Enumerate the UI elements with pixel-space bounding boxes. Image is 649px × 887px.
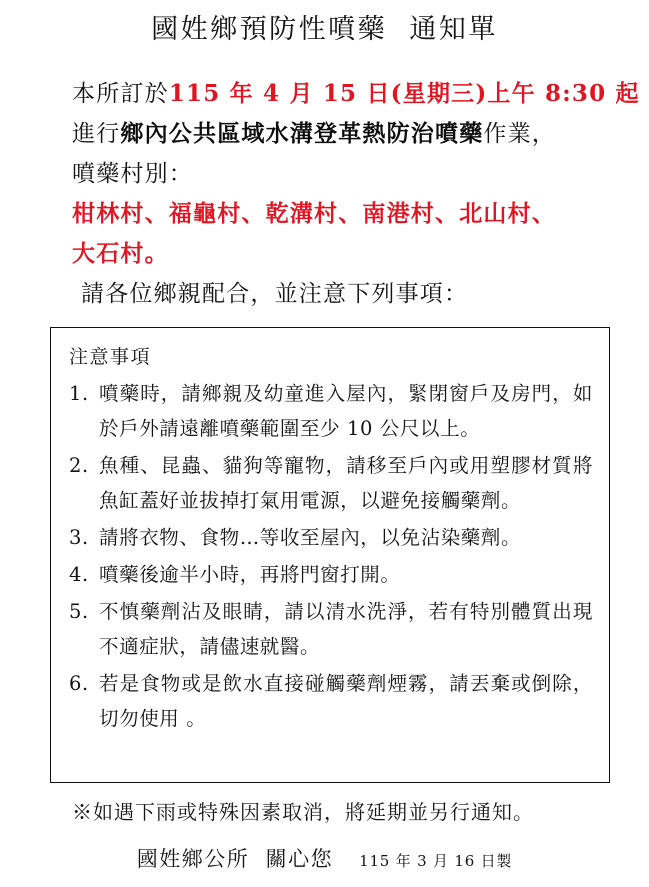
list-item-number: 5.: [69, 600, 89, 623]
activity-suffix-text: 作業，: [483, 121, 557, 147]
list-item: [67, 376, 593, 446]
list-item-text: 請將衣物、食物…等收至屋內，以免沾染藥劑。: [99, 526, 522, 549]
list-item-text: 魚種、昆蟲、貓狗等寵物，請移至戶內或用塑膠材質將魚缸蓋好並拔掉打氣用電源，以避免接觸藥劑。: [99, 454, 593, 512]
list-item-number: 6.: [69, 672, 89, 695]
list-item: [67, 448, 593, 518]
precautions-heading: 注意事項: [69, 346, 152, 368]
activity-emphasis-text: 鄉內公共區域水溝登革熱防治噴藥: [120, 120, 484, 147]
list-item: [67, 666, 593, 736]
cooperation-request: 請各位鄉親配合，並注意下列事項：: [81, 281, 469, 307]
intro-prefix-text: 本所訂於: [72, 81, 169, 107]
village-label: 噴藥村別：: [72, 161, 193, 187]
issuing-office: 國姓鄉公所 關心您: [136, 847, 334, 871]
intro-line-schedule: [72, 74, 640, 114]
list-item-text: 不慎藥劑沾及眼睛，請以清水洗淨，若有特別體質出現不適症狀，請儘速就醫。: [99, 600, 593, 658]
intro-line-activity: [72, 114, 602, 154]
precautions-box: [50, 327, 610, 783]
list-item-number: 1.: [69, 382, 89, 405]
list-item-number: 3.: [69, 526, 89, 549]
list-item-text: 噴藥後逾半小時，再將門窗打開。: [99, 563, 401, 586]
list-item: [67, 520, 593, 555]
page-title: 國姓鄉預防性噴藥 通知單: [151, 14, 498, 45]
precautions-list: [67, 376, 593, 736]
list-item-text: 若是食物或是飲水直接碰觸藥劑煙霧，請丟棄或倒除，切勿使用 。: [99, 672, 593, 730]
list-item-number: 2.: [69, 454, 89, 477]
village-list-line-2: 大石村。: [72, 240, 169, 267]
print-date: 115 年 3 月 16 日製: [359, 852, 513, 870]
list-item-text: 噴藥時，請鄉親及幼童進入屋內，緊閉窗戶及房門，如於戶外請遠離噴藥範圍至少 10 公尺以上。: [99, 382, 593, 440]
signature-block: [0, 843, 649, 873]
village-list-line-1: 柑林村、福龜村、乾溝村、南港村、北山村、: [72, 200, 556, 227]
list-item: [67, 594, 593, 664]
spray-datetime-text: 115 年 4 月 15 日(星期三)上午 8:30 起: [168, 80, 640, 107]
activity-prefix-text: 進行: [72, 121, 121, 147]
list-item: [67, 557, 593, 592]
rain-cancellation-notice: ※如遇下雨或特殊因素取消，將延期並另行通知。: [72, 800, 534, 824]
intro-block: [72, 74, 640, 314]
list-item-number: 4.: [69, 563, 89, 586]
